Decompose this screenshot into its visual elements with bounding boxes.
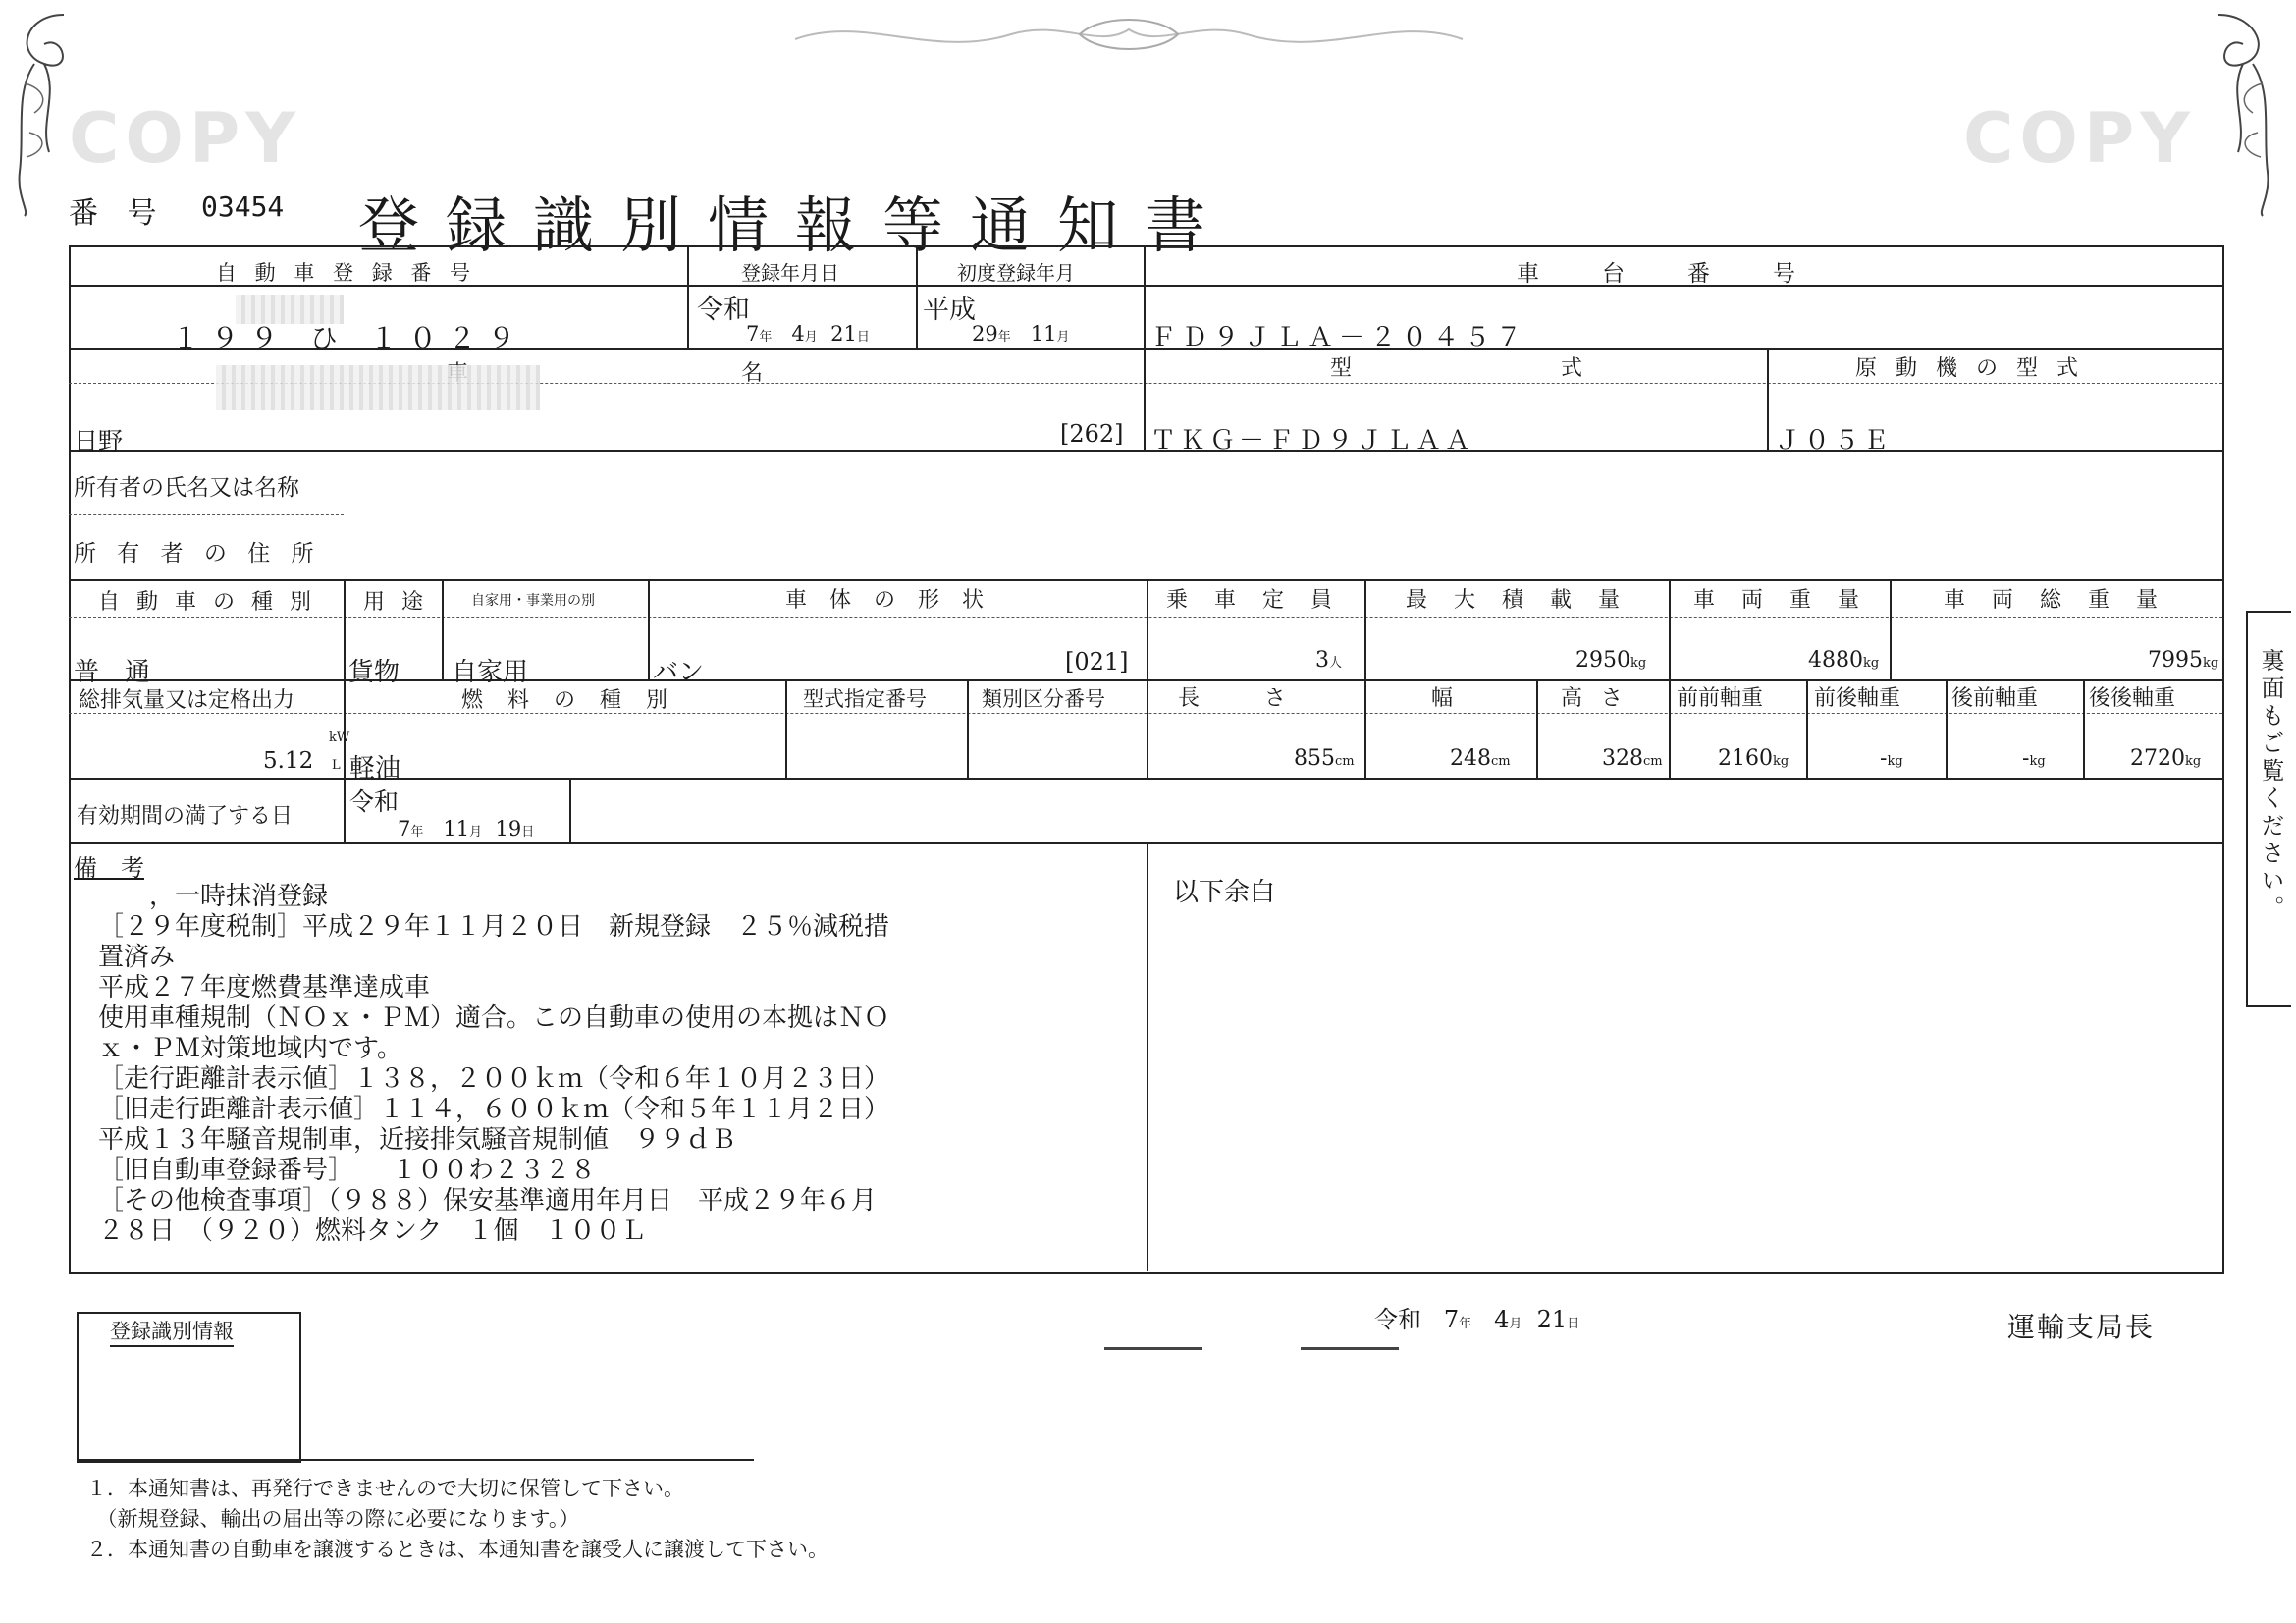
vehicle-weight-value: 4880kg [1808,648,1880,673]
header-reg-number: 自 動 車 登 録 番 号 [216,261,477,285]
length-value: 855cm [1294,746,1355,771]
first-reg-era: 平成 [923,295,976,325]
redacted-car-name-region [216,365,540,410]
header-model-designation: 型式指定番号 [803,687,927,711]
header-reg-date: 登録年月日 [741,261,839,285]
header-model-a: 型 [1330,356,1353,381]
remark-line: 平成２７年度燃費基準達成車 [98,973,431,1002]
header-displacement: 総排気量又は定格出力 [79,688,295,713]
footer-note: ２．本通知書の自動車を譲渡するときは、本通知書を譲受人に譲渡して下さい。 [86,1538,828,1561]
header-usage: 用 途 [363,590,428,615]
header-rr-axle: 後後軸重 [2089,686,2176,711]
header-width: 幅 [1431,686,1454,711]
remark-line: ［旧自動車登録番号］ １００わ２３２８ [98,1156,597,1185]
reg-date-value: 7年 4月 21日 [746,322,870,346]
gross-weight-value: 7995kg [2148,648,2219,673]
remark-line: 使用車種規制（ＮＯｘ・ＰＭ）適合。この自動車の使用の本拠はＮＯ [98,1003,890,1033]
model-value: ＴＫＧ－ＦＤ９ＪＬＡＡ [1150,426,1475,456]
header-fuel: 燃 料 の 種 別 [461,688,676,713]
ornament-top-center [785,10,1472,64]
remark-line: ，一時抹消登録 [98,882,329,911]
remark-line: ［その他検査事項］（９８８）保安基準適用年月日 平成２９年６月 [98,1186,878,1216]
header-capacity: 乗 車 定 員 [1166,588,1342,613]
issuer: 運輸支局長 [2007,1311,2156,1343]
header-gross-weight: 車 両 総 重 量 [1944,588,2167,613]
header-rf-axle: 後前軸重 [1951,686,2039,711]
reg-date-era: 令和 [697,295,750,325]
remark-line: ［２９年度税制］平成２９年１１月２０日 新規登録 ２５％減税措 [98,912,890,942]
chassis-number: ＦＤ９ＪＬＡ－２０４５７ [1150,323,1528,352]
header-vehicle-weight: 車 両 重 量 [1693,588,1869,613]
document-number: 03454 [201,190,285,223]
owner-name-label: 所有者の氏名又は名称 [74,475,299,501]
footer-note: （新規登録、輸出の届出等の際に必要になります。） [86,1507,580,1531]
header-vehicle-type: 自 動 車 の 種 別 [98,590,316,615]
header-length: 長 さ [1178,686,1287,711]
side-note: 裏面もご覧ください。 [2257,648,2284,923]
car-name-code: [262] [1060,420,1124,448]
expiry-era: 令和 [349,787,400,816]
expiry-value: 7年 11月 19日 [398,817,535,840]
watermark-right: COPY [1963,98,2196,179]
kw-unit: kW [329,730,350,745]
header-fr-axle: 前後軸重 [1814,686,1901,711]
engine-value: Ｊ０５Ｅ [1775,426,1894,456]
issue-date: 令和 7年 4月 21日 [1374,1306,1580,1333]
body-shape-code: [021] [1065,648,1129,676]
body-shape-value: バン [653,658,705,687]
rf-axle-value: -kg [2022,746,2046,771]
header-body-shape: 車 体 の 形 状 [785,588,991,613]
remark-line: 置済み [98,943,176,972]
stamp-line-left [1104,1347,1202,1350]
reg-number-value: １９９ ひ １０２９ [172,322,527,354]
header-chassis: 車 台 番 号 [1517,261,1801,287]
remark-line: ［旧走行距離計表示値］１１４，６００ｋｍ（令和５年１１月２日） [98,1095,890,1124]
rr-axle-value: 2720kg [2130,746,2202,771]
displacement-value: 5.12 [263,748,314,774]
remark-line: ｘ・ＰＭ対策地域内です。 [98,1034,402,1063]
max-load-value: 2950kg [1575,648,1647,673]
remark-line: ［走行距離計表示値］１３８，２００ｋｍ（令和６年１０月２３日） [98,1064,890,1094]
private-business-value: 自家用 [452,658,529,687]
remarks-label: 備 考 [74,854,144,882]
header-max-load: 最 大 積 載 量 [1406,588,1629,613]
ff-axle-value: 2160kg [1718,746,1789,771]
capacity-value: 3人 [1315,648,1343,673]
header-height: 高 さ [1561,686,1629,711]
remarks-right: 以下余白 [1173,878,1276,907]
header-car-name-b: 名 [741,361,764,386]
vehicle-type-value: 普 通 [74,658,151,687]
remark-line: ２８日 （９２０）燃料タンク １個 １００Ｌ [98,1217,647,1246]
reg-info-box-label: 登録識別情報 [110,1316,234,1347]
document-title: 登録識別情報等通知書 [358,189,1233,261]
document-number-label: 番 号 [69,196,167,231]
header-ff-axle: 前前軸重 [1677,686,1764,711]
stamp-line-right [1301,1347,1399,1350]
header-category-number: 類別区分番号 [982,687,1105,711]
expiry-label: 有効期間の満了する日 [77,804,294,829]
fuel-value: 軽油 [349,754,401,784]
owner-address-label: 所 有 者 の 住 所 [74,541,321,567]
first-reg-value: 29年 11月 [972,322,1070,346]
remark-line: 平成１３年騒音規制車，近接排気騒音規制値 ９９ｄＢ [98,1125,737,1155]
header-first-reg: 初度登録年月 [957,261,1075,285]
width-value: 248cm [1450,746,1511,771]
footer-note: １．本通知書は、再発行できませんので大切に保管して下さい。 [86,1477,684,1500]
header-model-b: 式 [1561,356,1583,381]
fr-axle-value: -kg [1880,746,1903,771]
height-value: 328cm [1602,746,1663,771]
l-unit: L [332,758,341,773]
usage-value: 貨物 [348,658,400,687]
watermark-left: COPY [69,98,301,179]
maker-value: 日野 [74,427,124,456]
header-engine-model: 原 動 機 の 型 式 [1855,356,2084,381]
header-private-business: 自家用・事業用の別 [471,593,595,609]
